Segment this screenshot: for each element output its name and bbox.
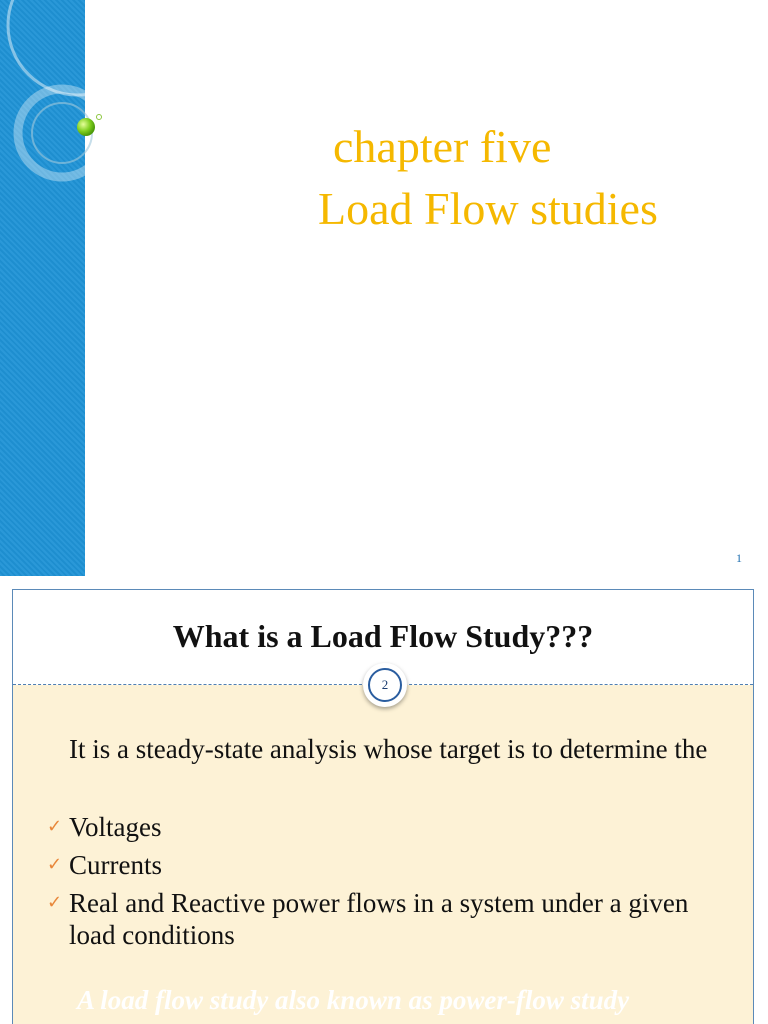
slide-title-line1: chapter five xyxy=(333,121,552,172)
content-slide xyxy=(12,589,754,1024)
bullet-text: Real and Reactive power flows in a system under a given load conditions xyxy=(69,888,689,950)
slide-number: 2 xyxy=(368,668,402,702)
slide-title-line2: Load Flow studies xyxy=(318,183,658,234)
bullet-text: Currents xyxy=(69,850,162,880)
checkmark-icon: ✓ xyxy=(47,816,63,837)
checkmark-icon: ✓ xyxy=(47,854,63,875)
list-item xyxy=(47,849,737,881)
faded-text: A load flow study also known as power-flow study xyxy=(77,985,630,1015)
slide-body xyxy=(13,685,753,1024)
bullet-text: Voltages xyxy=(69,812,162,842)
slide-number: 1 xyxy=(736,551,742,565)
list-item xyxy=(47,887,737,951)
list-item xyxy=(47,811,737,843)
checkmark-icon: ✓ xyxy=(47,892,63,913)
intro-text: It is a steady-state analysis whose target is to determine the xyxy=(69,734,708,764)
slide-number-badge xyxy=(363,663,407,707)
green-dot-icon xyxy=(77,118,95,136)
bullet-list xyxy=(47,811,737,957)
decorative-circles xyxy=(0,0,110,200)
slide-title: What is a Load Flow Study??? xyxy=(172,618,594,654)
